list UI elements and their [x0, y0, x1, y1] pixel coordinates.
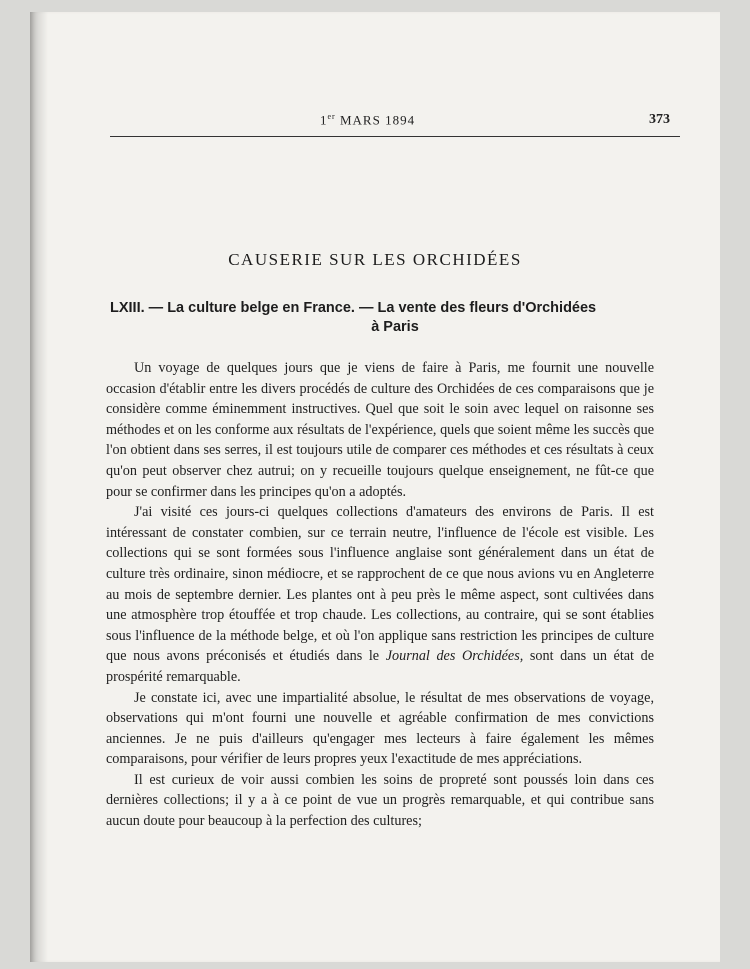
- binding-shadow: [30, 12, 48, 962]
- paragraph-4: Il est curieux de voir aussi combien les soins de propreté sont poussés loin dans ces dernières collections; il y a à ce point de vue un progrès remarquable, et qui contribue sans aucun doute pour beaucoup à la perfection des cultures;: [106, 771, 654, 830]
- article-title: CAUSERIE SUR LES ORCHIDÉES: [228, 250, 522, 269]
- paragraph-2: J'ai visité ces jours-ci quelques collections d'amateurs des environs de Paris. Il est intéressant de constater combien, sur ce terrain neutre, l'influence de l'école est visible. Les collections qui se sont formées sous l'influence anglaise sont généralement dans un état de culture très ordinaire, sinon médiocre, et se rapprochent de ce que nous avions vu en Angleterre au mois de septembre dernier. Les plantes ont à peu près le même aspect, sont cultivées dans une atmosphère trop étouffée et trop chaude. Les collections, au contraire, qui se sont établies sous l'influence de la méthode belge, et où l'on applique sans restriction les principes de culture que nous avons préconisés et étudiés dans le Journal des Orchidées, sont dans un état de prospérité remarquable.: [106, 504, 654, 685]
- subtitle-line-2: à Paris: [371, 319, 419, 335]
- header-rule: [110, 136, 680, 137]
- running-header: [120, 112, 670, 136]
- article-subtitle: [110, 299, 680, 337]
- paragraph-1: Un voyage de quelques jours que je viens de faire à Paris, me fournit une nouvelle occasion d'établir entre les divers procédés de culture des Orchidées de ces comparaisons que je considère comme éminemment instructives. Quel que soit le soin avec lequel on raisonne ses méthodes et on les conforme aux résultats de l'expérience, quels que soient même les succès que l'on obtient dans ses serres, il est toujours utile de comparer ces méthodes et ces résultats à ceux qu'on peut observer chez autrui; on y recueille toujours quelque enseignement, ne fût-ce que pour se confirmer dans les principes qu'on a adoptés.: [106, 360, 654, 500]
- page-number: 373: [649, 112, 670, 127]
- paragraph-3: Je constate ici, avec une impartialité absolue, le résultat de mes observations de voyage, observations qui m'ont fourni une nouvelle et agréable confirmation de mes convictions anciennes. Je ne puis d'ailleurs qu'engager mes lecteurs à faire également les mêmes comparaisons, pour vérifier de leurs propres yeux l'exactitude de mes appréciations.: [106, 689, 654, 768]
- journal-title: Journal des Orchidées,: [385, 648, 524, 665]
- article-body: [106, 358, 654, 832]
- subtitle-line-1: LXIII. — La culture belge en France. — La vente des fleurs d'Orchidées: [110, 300, 597, 316]
- issue-date: 1er MARS 1894: [320, 112, 416, 128]
- page: [30, 12, 720, 962]
